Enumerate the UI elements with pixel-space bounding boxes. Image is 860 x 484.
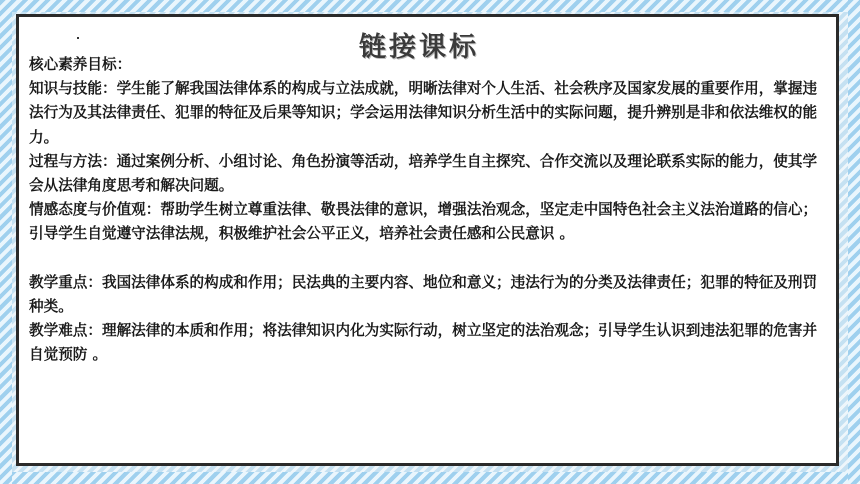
- decorative-border-top: [0, 0, 860, 12]
- paragraph-spacer: [29, 247, 829, 271]
- process-methods-paragraph: 过程与方法：通过案例分析、小组讨论、角色扮演等活动，培养学生自主探究、合作交流以及理论联系实际的能力，使其学会从法律角度思考和解决问题。: [29, 152, 818, 195]
- key-points-paragraph: 教学重点：我国法律体系的构成和作用；民法典的主要内容、地位和意义；违法行为的分类及法律责任；犯罪的特征及刑罚种类。: [29, 273, 818, 316]
- emotion-values-paragraph: 情感态度与价值观：帮助学生树立尊重法律、敬畏法律的意识，增强法治观念，坚定走中国特色社会主义法治道路的信心；引导学生自觉遵守法律法规，积极维护社会公平正义，培养社会责任感和公民意识 。: [29, 201, 818, 243]
- decorative-border-left: [0, 0, 12, 484]
- slide-content-card: [16, 14, 839, 466]
- decorative-border-bottom: [0, 472, 860, 484]
- decorative-border-right: [848, 0, 860, 484]
- objectives-heading: 核心素养目标：: [29, 56, 132, 73]
- curriculum-content: [29, 53, 829, 368]
- difficult-points-paragraph: 教学难点：理解法律的本质和作用；将法律知识内化为实际行动，树立坚定的法治观念；引导学生认识到违法犯罪的危害并自觉预防 。: [29, 322, 818, 364]
- page-title: 链接课标: [359, 32, 479, 63]
- knowledge-skills-paragraph: 知识与技能：学生能了解我国法律体系的构成与立法成就，明晰法律对个人生活、社会秩序及国家发展的重要作用，掌握违法行为及其法律责任、犯罪的特征及后果等知识；学会运用法律知识分析生活中的实际问题，提升辨别是非和依法维权的能力。: [29, 80, 818, 146]
